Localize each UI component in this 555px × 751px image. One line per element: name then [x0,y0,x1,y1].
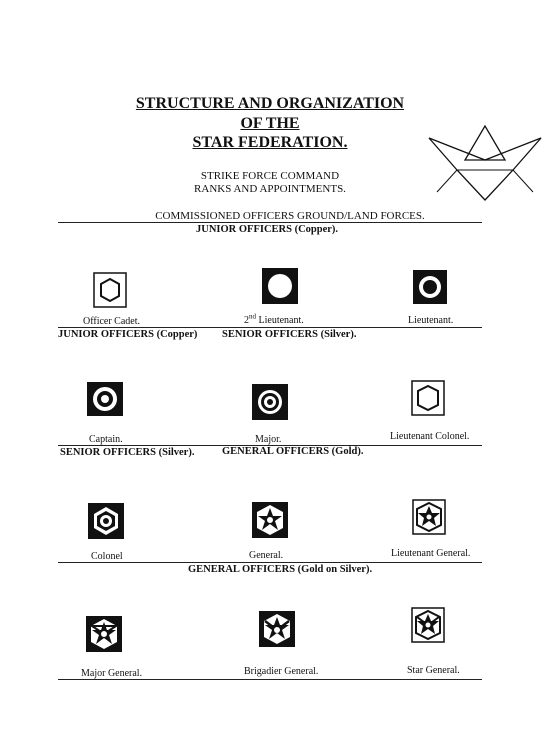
lieutenant-colonel-label: Lieutenant Colonel. [390,431,470,442]
captain-insignia-icon [87,382,123,416]
colonel-insignia-icon [88,503,124,539]
officer-cadet-insignia-icon [93,272,127,308]
major-general-insignia-icon [86,616,122,652]
divider [58,679,482,680]
section-senior-officers-left: SENIOR OFFICERS (Silver). [60,447,195,458]
major-insignia-icon [252,384,288,420]
star-general-label: Star General. [407,665,460,676]
lieutenant-general-insignia-icon [412,499,446,535]
divider [58,562,482,563]
officer-cadet-label: Officer Cadet. [83,316,141,327]
star-general-insignia-icon [411,607,445,643]
second-lieutenant-label: 2nd Lieutenant. [244,312,304,326]
second-lieutenant-insignia-icon [262,268,298,304]
lieutenant-general-label: Lieutenant General. [391,548,471,559]
section-general-officers-gold-silver: GENERAL OFFICERS (Gold on Silver). [188,564,373,575]
lieutenant-label: Lieutenant. [408,315,454,326]
subtitle-line-1: STRIKE FORCE COMMAND [200,170,340,182]
brigadier-general-label: Brigadier General. [244,666,319,677]
section-senior-officers: SENIOR OFFICERS (Silver). [222,329,357,340]
section-general-officers: GENERAL OFFICERS (Gold). [222,446,364,457]
general-insignia-icon [252,502,288,538]
lieutenant-colonel-insignia-icon [411,380,445,416]
brigadier-general-insignia-icon [259,611,295,647]
major-general-label: Major General. [81,668,143,679]
section-junior-officers-left: JUNIOR OFFICERS (Copper) [58,329,198,340]
divider [58,327,482,328]
section-junior-officers: JUNIOR OFFICERS (Copper). [196,224,339,235]
main-heading: COMMISSIONED OFFICERS GROUND/LAND FORCES. [155,210,425,222]
major-label: Major. [255,434,282,445]
divider [58,222,482,223]
general-label: General. [249,550,284,561]
colonel-label: Colonel [91,551,123,562]
title-line-3: STAR FEDERATION. [192,134,348,151]
title-line-1: STRUCTURE AND ORGANIZATION [135,95,405,112]
captain-label: Captain. [89,434,123,445]
title-line-2: OF THE [240,115,300,132]
subtitle-line-2: RANKS AND APPOINTMENTS. [194,183,346,195]
lieutenant-insignia-icon [413,270,447,304]
